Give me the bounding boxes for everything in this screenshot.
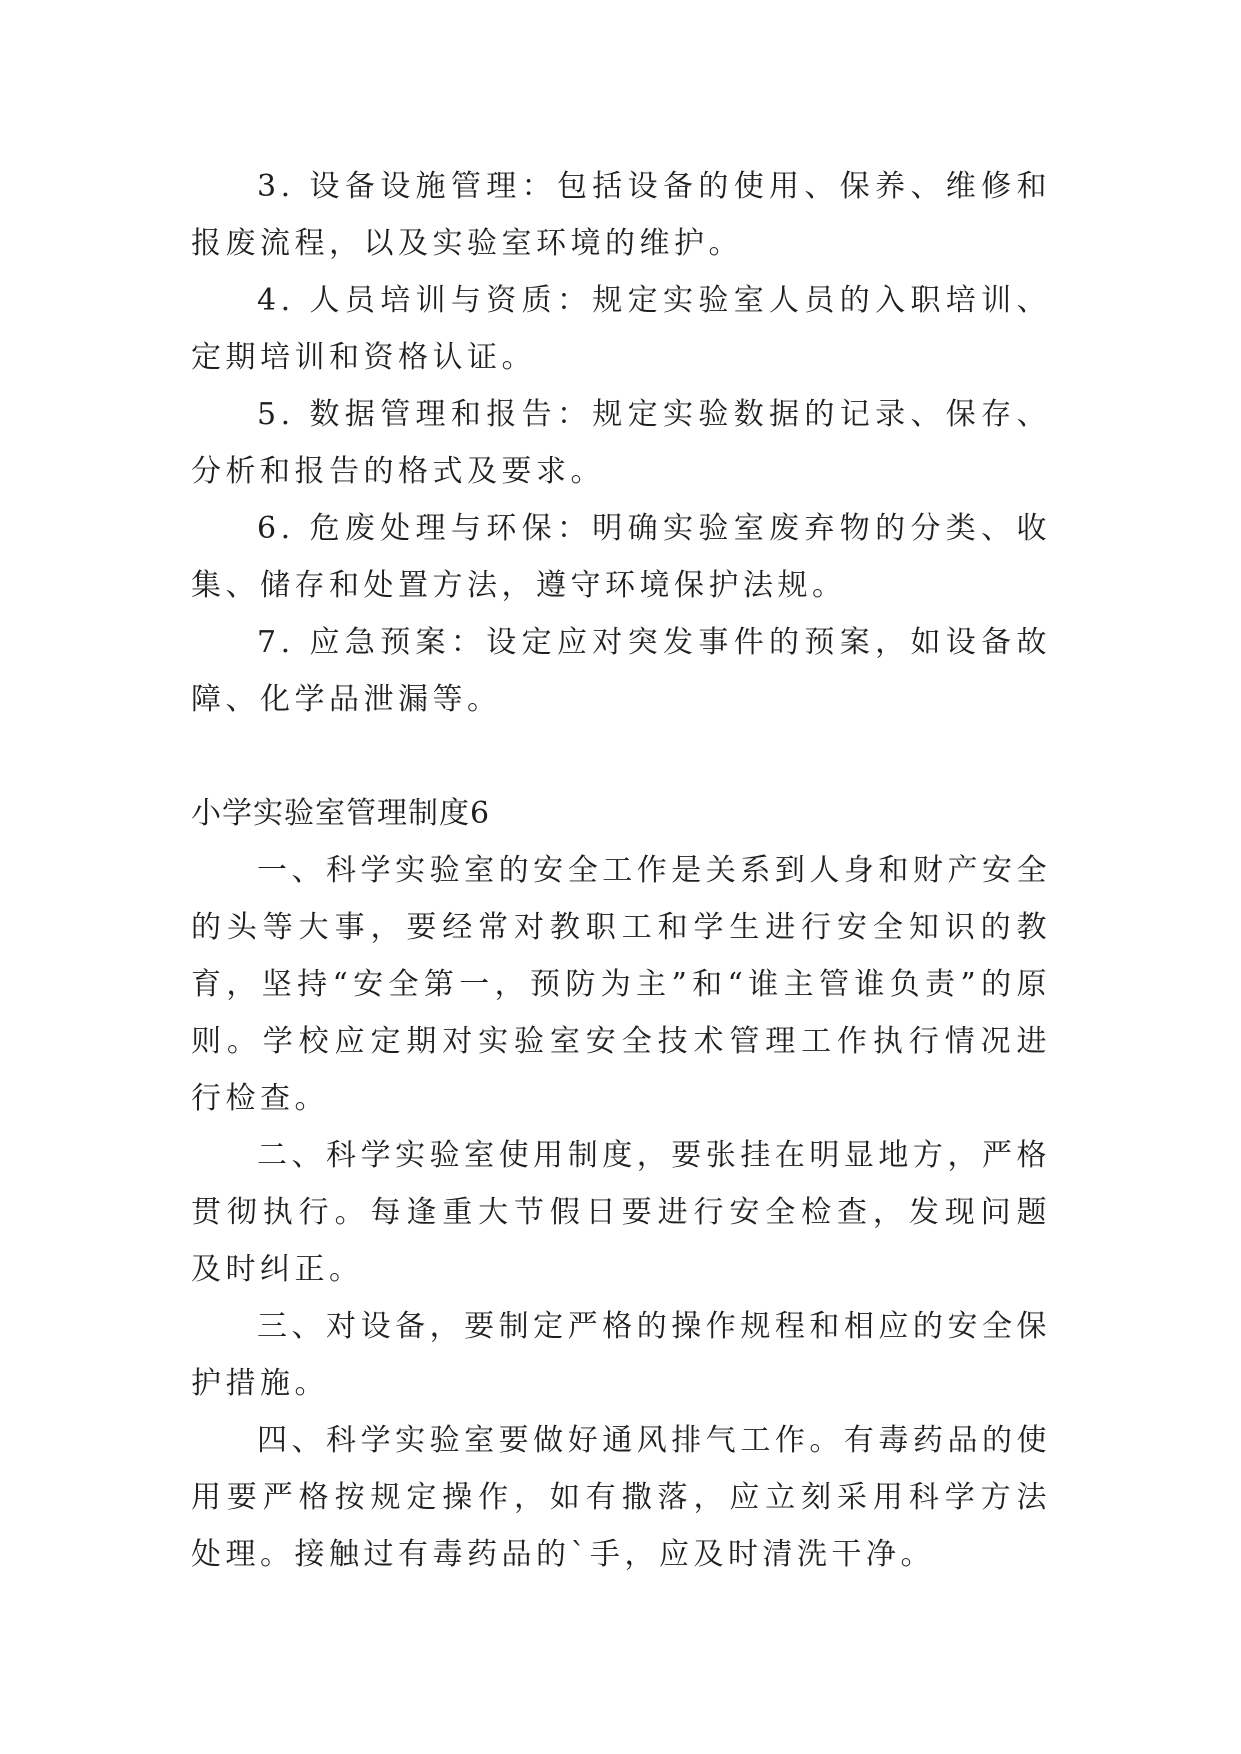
document-body <box>191 158 1051 1583</box>
list-item-data-management: 5. 数据管理和报告：规定实验数据的记录、保存、分析和报告的格式及要求。 <box>191 397 1051 489</box>
list-item-emergency-plan: 7. 应急预案：设定应对突发事件的预案，如设备故障、化学品泄漏等。 <box>191 625 1051 717</box>
list-item-equipment-management: 3. 设备设施管理：包括设备的使用、保养、维修和报废流程，以及实验室环境的维护。 <box>191 169 1051 261</box>
section-paragraph-ventilation: 四、科学实验室要做好通风排气工作。有毒药品的使用要严格按规定操作，如有撒落，应立刻采用科学方法处理。接触过有毒药品的`手，应及时清洗干净。 <box>191 1423 1051 1572</box>
list-item-waste-disposal: 6. 危废处理与环保：明确实验室废弃物的分类、收集、储存和处置方法，遵守环境保护法规。 <box>191 511 1051 603</box>
section-paragraph-safety: 一、科学实验室的安全工作是关系到人身和财产安全的头等大事，要经常对教职工和学生进行安全知识的教育，坚持“安全第一，预防为主”和“谁主管谁负责”的原则。学校应定期对实验室安全技术管理工作执行情况进行检查。 <box>191 853 1051 1116</box>
section-paragraph-usage-rules: 二、科学实验室使用制度，要张挂在明显地方，严格贯彻执行。每逢重大节假日要进行安全检查，发现问题及时纠正。 <box>191 1138 1051 1287</box>
list-item-staff-training: 4. 人员培训与资质：规定实验室人员的入职培训、定期培训和资格认证。 <box>191 283 1051 375</box>
section-title: 小学实验室管理制度6 <box>191 796 491 831</box>
section-paragraph-equipment: 三、对设备，要制定严格的操作规程和相应的安全保护措施。 <box>191 1309 1051 1401</box>
